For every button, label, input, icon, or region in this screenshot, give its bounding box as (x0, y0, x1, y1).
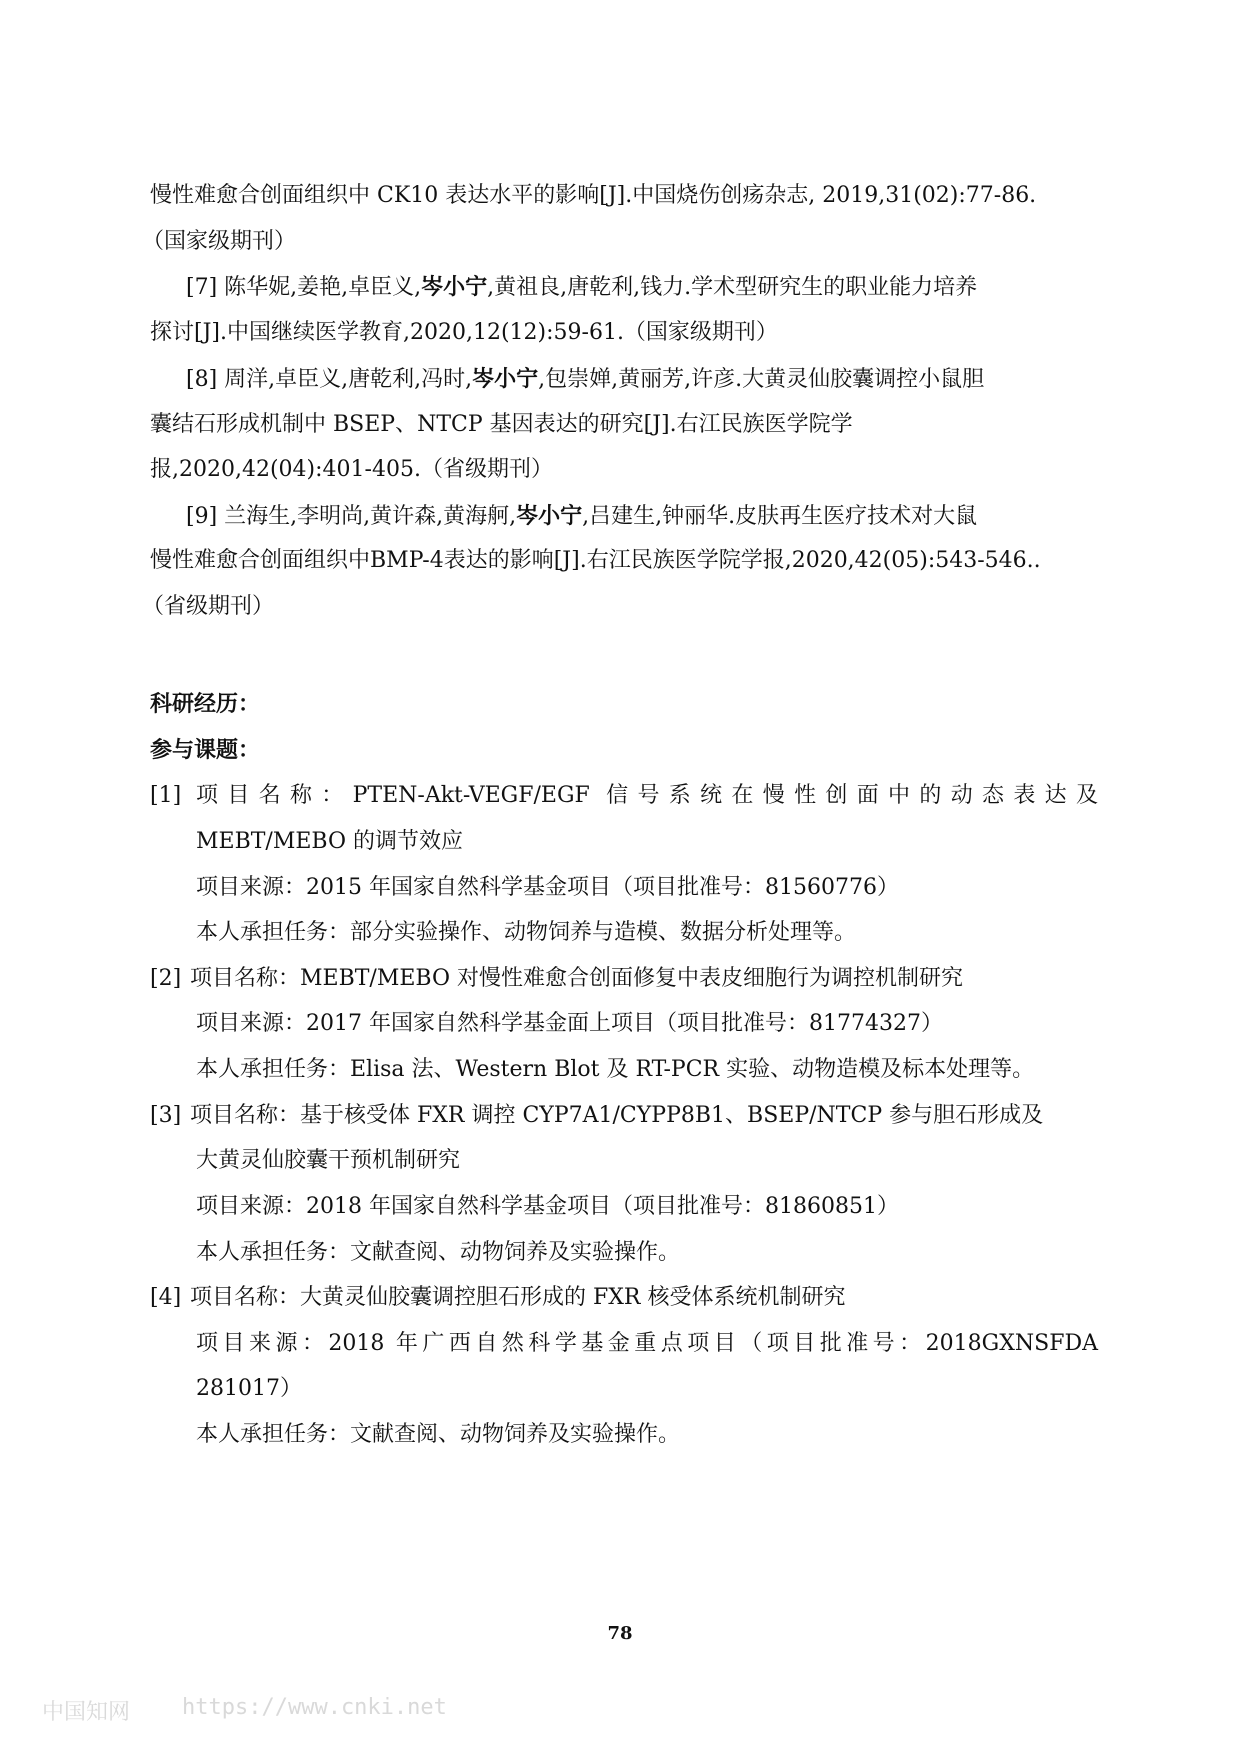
project-2-number: [2] (150, 966, 182, 991)
project-1-name-line2: MEBT/MEBO 的调节效应 (196, 829, 464, 854)
project-3-name-line1: 项目名称：基于核受体 FXR 调控 CYP7A1/CYPP8B1、BSEP/NTCP 参与胆石形成及 (190, 1103, 1044, 1128)
ref8-highlight-author: 岑小宁 (472, 366, 539, 392)
ref6-line2: （国家级期刊） (142, 229, 297, 254)
ref8-line1 (186, 364, 984, 395)
cnki-watermark-url: https://www.cnki.net (182, 1695, 447, 1720)
project-4-source-line1: 项目来源：2018 年广西自然科学基金重点项目（项目批准号：2018GXNSFDA (196, 1331, 1098, 1356)
project-1-task: 本人承担任务：部分实验操作、动物饲养与造模、数据分析处理等。 (196, 920, 857, 945)
research-heading: 科研经历： (150, 692, 261, 717)
project-3-number: [3] (150, 1103, 182, 1128)
ref7-line2: 探讨[J].中国继续医学教育,2020,12(12):59-61.（国家级期刊） (150, 320, 778, 345)
ref8-authors-c: ,包崇婵,黄丽芳,许彦.大黄灵仙胶囊调控小鼠胆 (538, 367, 985, 392)
ref9-highlight-author: 岑小宁 (516, 503, 583, 529)
projects-heading: 参与课题： (150, 738, 261, 763)
project-1-number: [1] (150, 783, 182, 808)
project-2-name: 项目名称：MEBT/MEBO 对慢性难愈合创面修复中表皮细胞行为调控机制研究 (190, 966, 964, 991)
ref8-line2: 囊结石形成机制中 BSEP、NTCP 基因表达的研究[J].右江民族医学院学 (150, 412, 853, 437)
project-3-task: 本人承担任务：文献查阅、动物饲养及实验操作。 (196, 1240, 681, 1265)
project-4-name: 项目名称：大黄灵仙胶囊调控胆石形成的 FXR 核受体系统机制研究 (190, 1285, 846, 1310)
ref7-authors-a: [7] 陈华妮,姜艳,卓臣义, (186, 275, 422, 300)
cnki-watermark-logo: 中国知网 (42, 1700, 131, 1725)
ref9-line2: 慢性难愈合创面组织中BMP-4表达的影响[J].右江民族医学院学报,2020,42(05):543-546.. (150, 548, 1041, 573)
project-2-source: 项目来源：2017 年国家自然科学基金面上项目（项目批准号：81774327） (196, 1011, 943, 1036)
ref8-line3: 报,2020,42(04):401-405.（省级期刊） (150, 457, 553, 482)
ref9-line1 (186, 501, 977, 532)
project-1-source: 项目来源：2015 年国家自然科学基金项目（项目批准号：81560776） (196, 875, 899, 900)
ref7-authors-c: ,黄祖良,唐乾利,钱力.学术型研究生的职业能力培养 (487, 275, 978, 300)
ref8-authors-a: [8] 周洋,卓臣义,唐乾利,冯时, (186, 367, 473, 392)
page-number: 78 (607, 1623, 633, 1644)
project-3-name-line2: 大黄灵仙胶囊干预机制研究 (196, 1148, 461, 1173)
ref9-authors-a: [9] 兰海生,李明尚,黄许森,黄海舸, (186, 504, 517, 529)
ref9-authors-c: ,吕建生,钟丽华.皮肤再生医疗技术对大鼠 (582, 504, 978, 529)
project-1-name-line1: 项目名称：PTEN-Akt-VEGF/EGF 信号系统在慢性创面中的动态表达及 (196, 783, 1098, 808)
project-4-task: 本人承担任务：文献查阅、动物饲养及实验操作。 (196, 1422, 681, 1447)
project-4-number: [4] (150, 1285, 182, 1310)
ref6-line1: 慢性难愈合创面组织中 CK10 表达水平的影响[J].中国烧伤创疡杂志, 2019,31(02):77-86. (150, 183, 1037, 208)
ref7-highlight-author: 岑小宁 (421, 274, 488, 300)
project-2-task: 本人承担任务：Elisa 法、Western Blot 及 RT-PCR 实验、动物造模及标本处理等。 (196, 1057, 1035, 1082)
project-3-source: 项目来源：2018 年国家自然科学基金项目（项目批准号：81860851） (196, 1194, 899, 1219)
project-4-source-line2: 281017） (196, 1376, 302, 1401)
ref7-line1 (186, 272, 977, 303)
ref9-line3: （省级期刊） (142, 594, 275, 619)
